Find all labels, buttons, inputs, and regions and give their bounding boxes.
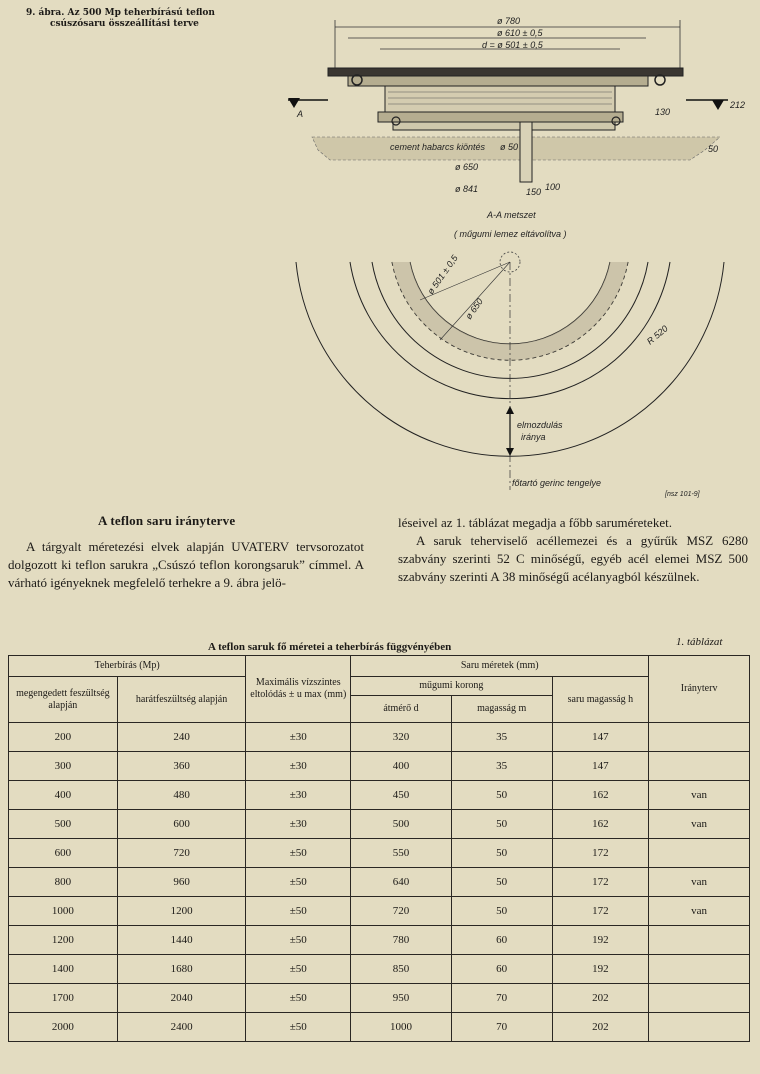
table-cell: 320	[351, 723, 452, 752]
table-cell: van	[649, 781, 750, 810]
table-cell: 1400	[9, 955, 118, 984]
section-note-label: ( műgumi lemez eltávolítva )	[454, 229, 567, 239]
dimensions-table	[8, 655, 750, 1042]
table-cell: 192	[552, 955, 649, 984]
table-cell: 300	[9, 752, 118, 781]
table-cell: ±30	[246, 781, 351, 810]
table-cell: 1200	[9, 926, 118, 955]
table-cell: 60	[451, 955, 552, 984]
table-cell: 600	[9, 839, 118, 868]
plan-r520-label: R 520	[644, 323, 670, 347]
plan-dim-650-label: ø 650	[463, 296, 485, 322]
table-cell: 500	[351, 810, 452, 839]
table-row	[9, 810, 750, 839]
table-cell	[649, 752, 750, 781]
section-title-label: A-A metszet	[487, 210, 536, 220]
table-cell: van	[649, 868, 750, 897]
th-megengedett: megengedett feszültség alapján	[9, 677, 118, 723]
axis-label: főtartó gerinc tengelye	[512, 478, 602, 488]
th-max-eltolodas: Maximális vízszintes eltolódás ± u max (mm)	[246, 656, 351, 723]
table-cell: 192	[552, 926, 649, 955]
table-cell: 70	[451, 1013, 552, 1042]
table-cell: 172	[552, 839, 649, 868]
table-cell: ±30	[246, 723, 351, 752]
table-cell: 1680	[117, 955, 246, 984]
table-cell: 2040	[117, 984, 246, 1013]
table-cell: ±50	[246, 868, 351, 897]
dim-50-label: 50	[708, 144, 719, 154]
table-cell: 950	[351, 984, 452, 1013]
table-cell: 172	[552, 868, 649, 897]
left-column	[8, 538, 364, 592]
table-cell: 400	[351, 752, 452, 781]
right-paragraph-2: A saruk teherviselő acéllemezei és a gyűrűk MSZ 6280 szabvány szerinti 52 C minőségű, egyéb acél elemei MSZ 500 szabvány szerinti A 38 minőségű acélanyagból készülnek.	[398, 533, 748, 584]
drawing-ref: [nsz 101-9]	[665, 491, 700, 498]
technical-drawing	[0, 0, 760, 505]
left-paragraph: A tárgyalt méretezési elvek alapján UVATERV tervsorozatot dolgozott ki teflon sarukra „Csúszó teflon korongsaruk” címmel. A várható igényeknek megfelelő terhekre a 9. ábra jelö-	[8, 539, 364, 590]
table-cell: 240	[117, 723, 246, 752]
th-haratfeszultseg: harátfeszültség alapján	[117, 677, 246, 723]
table-cell	[649, 926, 750, 955]
table-row	[9, 723, 750, 752]
table-cell: ±30	[246, 810, 351, 839]
plan-dim-501-label: ø 501 ± 0,5	[425, 253, 460, 297]
table-cell: ±50	[246, 839, 351, 868]
movement-label-1: elmozdulás	[517, 420, 563, 430]
table-ref: 1. táblázat	[676, 636, 723, 648]
dim-650-label: ø 650	[455, 162, 479, 172]
dim-130-label: 130	[655, 107, 671, 117]
table-cell: 2000	[9, 1013, 118, 1042]
table-cell: 1440	[117, 926, 246, 955]
table-cell: 147	[552, 723, 649, 752]
table-cell: 1200	[117, 897, 246, 926]
table-cell: 35	[451, 752, 552, 781]
figure-caption-line2: csúszósaru összeállítási terve	[50, 19, 199, 29]
table-cell: ±50	[246, 1013, 351, 1042]
table-cell: 600	[117, 810, 246, 839]
table-row	[9, 868, 750, 897]
table-cell: 800	[9, 868, 118, 897]
figure-caption-line1: 9. ábra. Az 500 Mp teherbírású teflon	[26, 8, 215, 18]
table-cell: van	[649, 897, 750, 926]
dim-50-pin-label: ø 50	[500, 142, 519, 152]
table-cell: 1000	[351, 1013, 452, 1042]
dim-212-label: 212	[730, 100, 746, 110]
table-cell: 70	[451, 984, 552, 1013]
dim-610-label: ø 610 ± 0,5	[497, 28, 543, 38]
section-mark-a: A	[297, 109, 304, 119]
table-row	[9, 984, 750, 1013]
table-cell: 50	[451, 781, 552, 810]
table-cell	[649, 955, 750, 984]
table-cell	[649, 1013, 750, 1042]
movement-label-2: iránya	[521, 432, 546, 442]
table-cell: 50	[451, 839, 552, 868]
th-magassag-m: magasság m	[451, 696, 552, 723]
th-saru-magassag: saru magasság h	[552, 677, 649, 723]
dim-841-label: ø 841	[455, 184, 479, 194]
table-cell: 400	[9, 781, 118, 810]
right-paragraph-1: léseivel az 1. táblázat megadja a főbb saruméreteket.	[398, 515, 672, 530]
table-row	[9, 839, 750, 868]
table-cell: 2400	[117, 1013, 246, 1042]
table-cell: 780	[351, 926, 452, 955]
table-cell: 50	[451, 868, 552, 897]
th-saru-meretek: Saru méretek (mm)	[351, 656, 649, 677]
table-cell: ±50	[246, 897, 351, 926]
table-cell: 162	[552, 781, 649, 810]
right-column	[398, 514, 748, 586]
table-row	[9, 1013, 750, 1042]
table-cell: 360	[117, 752, 246, 781]
table-body	[9, 723, 750, 1042]
table-cell: 50	[451, 810, 552, 839]
table-cell: ±50	[246, 955, 351, 984]
table-cell: 202	[552, 984, 649, 1013]
table-cell: 720	[117, 839, 246, 868]
table-cell: 480	[117, 781, 246, 810]
table-cell: 960	[117, 868, 246, 897]
table-cell: 162	[552, 810, 649, 839]
table-cell: 1700	[9, 984, 118, 1013]
table-cell: 1000	[9, 897, 118, 926]
table-cell: 172	[552, 897, 649, 926]
table-cell: 202	[552, 1013, 649, 1042]
th-iranyterv: Irányterv	[649, 656, 750, 723]
dim-150-label: 150	[526, 187, 542, 197]
table-row	[9, 926, 750, 955]
table-row	[9, 781, 750, 810]
cement-label: cement habarcs kiöntés	[390, 142, 486, 152]
th-teherbiras: Teherbírás (Mp)	[9, 656, 246, 677]
table-cell: 550	[351, 839, 452, 868]
th-mugumi: műgumi korong	[351, 677, 552, 696]
table-row	[9, 752, 750, 781]
table-cell: 450	[351, 781, 452, 810]
table-row	[9, 897, 750, 926]
table-cell: 147	[552, 752, 649, 781]
table-cell: 50	[451, 897, 552, 926]
table-cell: 200	[9, 723, 118, 752]
table-cell: ±50	[246, 984, 351, 1013]
table-cell: ±50	[246, 926, 351, 955]
dim-100-label: 100	[545, 182, 561, 192]
table-cell: 500	[9, 810, 118, 839]
th-atmero: átmérő d	[351, 696, 452, 723]
table-cell: 35	[451, 723, 552, 752]
section-title: A teflon saru irányterve	[98, 513, 236, 528]
table-cell: van	[649, 810, 750, 839]
table-cell	[649, 984, 750, 1013]
table-cell: ±30	[246, 752, 351, 781]
table-row	[9, 955, 750, 984]
table-cell: 720	[351, 897, 452, 926]
table-cell	[649, 723, 750, 752]
table-cell: 640	[351, 868, 452, 897]
dim-501-label: d = ø 501 ± 0,5	[482, 40, 543, 50]
table-cell	[649, 839, 750, 868]
table-cell: 60	[451, 926, 552, 955]
table-title: A teflon saruk fő méretei a teherbírás függvényében	[208, 641, 452, 653]
dim-780-label: ø 780	[497, 16, 521, 26]
table-cell: 850	[351, 955, 452, 984]
